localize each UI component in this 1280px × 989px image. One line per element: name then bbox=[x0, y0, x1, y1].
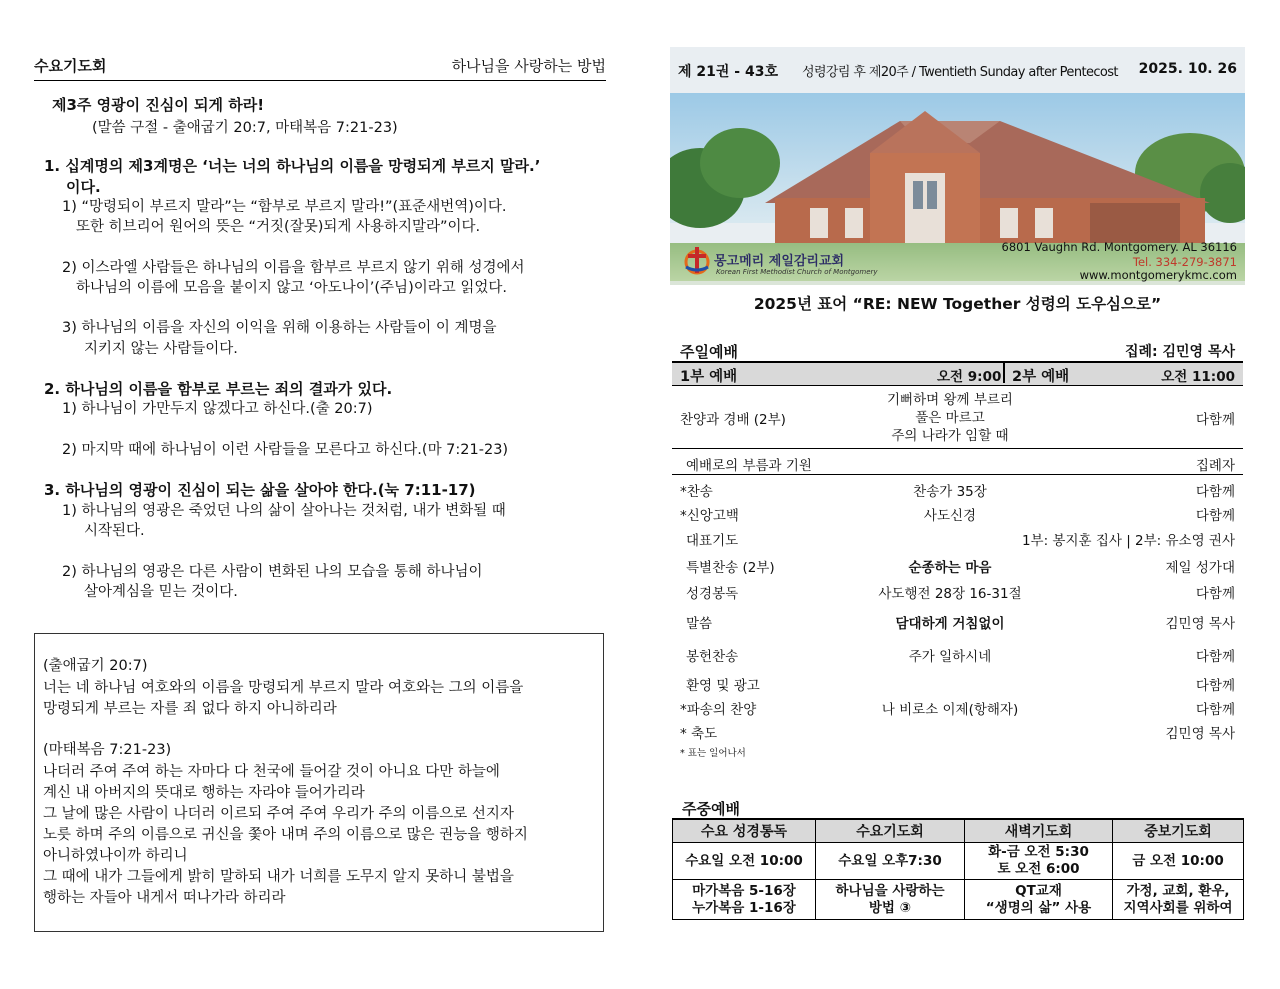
order-detail: 풀은 마르고 bbox=[915, 410, 985, 426]
order-detail: 기뻐하며 왕께 부르리 bbox=[887, 392, 1013, 408]
church-address: 6801 Vaughn Rd. Montgomery. AL 36116 bbox=[1001, 240, 1237, 254]
order-leader: 다함께 bbox=[1195, 484, 1235, 500]
year-motto: 2025년 표어 “RE: NEW Together 성령의 도우심으로” bbox=[753, 295, 1162, 313]
order-detail: 주가 일하시네 bbox=[908, 649, 992, 665]
order-item: 성경봉독 bbox=[686, 586, 739, 602]
weekday-worship-label: 주중예배 bbox=[682, 800, 740, 818]
order-item: * 축도 bbox=[680, 726, 718, 742]
cell-line: 방법 ③ bbox=[868, 899, 912, 916]
table-row bbox=[673, 880, 1244, 920]
bulletin-banner bbox=[670, 47, 1245, 285]
scripture-text: 망령되게 부르는 자를 죄 없다 하지 아니하리라 bbox=[43, 701, 337, 717]
order-leader: 1부: 봉지훈 집사 | 2부: 유소영 권사 bbox=[1021, 533, 1235, 549]
point-1-heading: 1. 십계명의 제3계명은 ‘너는 너의 하나님의 이름을 망령되게 부르지 말라.’ bbox=[44, 157, 541, 175]
cell-line: 하나님을 사랑하는 bbox=[835, 882, 945, 899]
left-header bbox=[34, 52, 606, 81]
church-logo-icon bbox=[682, 245, 712, 275]
service-1-time: 오전 9:00 bbox=[937, 369, 1002, 385]
column-header: 수요기도회 bbox=[816, 819, 965, 843]
order-item: 대표기도 bbox=[686, 533, 739, 549]
officiant: 집례: 김민영 목사 bbox=[1124, 344, 1235, 360]
sermon-title: 제3주 영광이 진심이 되게 하라! bbox=[52, 96, 265, 114]
point-3-1: 1) 하나님의 영광은 죽었던 나의 삶이 살아나는 것처럼, 내가 변화될 때 bbox=[62, 503, 506, 519]
order-leader: 김민영 목사 bbox=[1165, 726, 1235, 742]
scripture-ref-1: (출애굽기 20:7) bbox=[43, 658, 148, 674]
church-website: www.montgomerykmc.com bbox=[1079, 268, 1237, 282]
column-header: 수요 성경통독 bbox=[673, 819, 816, 843]
order-detail: 사도신경 bbox=[923, 508, 977, 524]
order-leader: 다함께 bbox=[1195, 678, 1235, 694]
table-cell: 수요일 오전 10:00 bbox=[673, 843, 816, 880]
church-name-kr: 몽고메리 제일감리교회 bbox=[714, 254, 845, 269]
order-detail: 순종하는 마음 bbox=[908, 560, 992, 576]
order-leader: 다함께 bbox=[1195, 508, 1235, 524]
left-page bbox=[34, 52, 606, 81]
scripture-ref-2: (마태복음 7:21-23) bbox=[43, 742, 172, 758]
bulletin-date: 2025. 10. 26 bbox=[1138, 61, 1237, 77]
order-item: 봉헌찬송 bbox=[686, 649, 739, 665]
scripture-text: 계신 내 아버지의 뜻대로 행하는 자라야 들어가리라 bbox=[43, 785, 365, 801]
standing-note: * 표는 일어나서 bbox=[680, 748, 746, 759]
banner-top bbox=[670, 47, 1245, 93]
order-detail: 찬송가 35장 bbox=[913, 484, 987, 500]
order-leader: 집례자 bbox=[1195, 458, 1235, 474]
order-leader: 다함께 bbox=[1195, 702, 1235, 718]
scripture-box bbox=[34, 633, 604, 932]
scripture-text: 그 날에 많은 사람이 나더러 이르되 주여 주여 우리가 주의 이름으로 선지자 bbox=[43, 806, 514, 822]
point-1-3: 3) 하나님의 이름을 자신의 이익을 위해 이용하는 사람들이 이 계명을 bbox=[62, 320, 497, 336]
point-3-1-cont: 시작된다. bbox=[84, 523, 145, 539]
column-header: 중보기도회 bbox=[1113, 819, 1244, 843]
table-cell bbox=[816, 880, 965, 920]
order-item: *파송의 찬양 bbox=[680, 702, 757, 718]
cell-line: 화-금 오전 5:30 bbox=[988, 844, 1089, 860]
point-1-2-cont: 하나님의 이름에 모음을 붙이지 않고 ‘아도나이’(주님)이라고 읽었다. bbox=[76, 280, 507, 296]
order-leader: 다함께 bbox=[1195, 586, 1235, 602]
cell-line: 토 오전 6:00 bbox=[997, 861, 1080, 877]
order-item: 특별찬송 (2부) bbox=[686, 560, 775, 576]
point-2-heading: 2. 하나님의 이름을 함부로 부르는 죄의 결과가 있다. bbox=[44, 380, 393, 398]
table-row bbox=[673, 843, 1244, 880]
order-row bbox=[680, 388, 1235, 448]
weekday-schedule-table bbox=[672, 818, 1244, 920]
table-cell bbox=[965, 843, 1113, 880]
cell-line: 가정, 교회, 환우, bbox=[1126, 882, 1230, 899]
table-header-row bbox=[673, 819, 1244, 843]
order-leader: 제일 성가대 bbox=[1165, 560, 1235, 576]
table-cell: 금 오전 10:00 bbox=[1113, 843, 1244, 880]
point-2-2: 2) 마지막 때에 하나님이 이런 사람들을 모른다고 하신다.(마 7:21-23) bbox=[62, 442, 509, 458]
service-2-time: 오전 11:00 bbox=[1161, 369, 1235, 385]
service-1-label: 1부 예배 bbox=[680, 369, 738, 385]
order-item: *신앙고백 bbox=[680, 508, 739, 524]
volume-number: 제 21권 - 43호 bbox=[678, 64, 778, 80]
scripture-text: 그 때에 내가 그들에게 밝히 말하되 내가 너희를 도무지 알지 못하니 불법을 bbox=[43, 869, 514, 885]
point-1-2: 2) 이스라엘 사람들은 하나님의 이름을 함부르 부르지 않기 위해 성경에서 bbox=[62, 260, 525, 276]
point-1-1: 1) “망령되이 부르지 말라”는 “함부로 부르지 말라!”(표준새번역)이다. bbox=[62, 199, 507, 215]
order-detail: 주의 나라가 임할 때 bbox=[891, 428, 1009, 444]
table-cell bbox=[965, 880, 1113, 920]
point-1-heading-cont: 이다. bbox=[66, 178, 101, 196]
cell-line: 지역사회를 위하여 bbox=[1123, 899, 1233, 916]
cell-line: QT교재 bbox=[1015, 882, 1062, 899]
point-1-3-cont: 지키지 않는 사람들이다. bbox=[84, 341, 238, 357]
order-leader: 김민영 목사 bbox=[1165, 616, 1235, 632]
sermon-title-bulletin: 담대하게 거침없이 bbox=[895, 616, 1005, 632]
scripture-text: 너는 네 하나님 여호와의 이름을 망령되게 부르지 말라 여호와는 그의 이름을 bbox=[43, 680, 524, 696]
scripture-text: 아니하였나이까 하리니 bbox=[43, 848, 188, 864]
column-header: 새벽기도회 bbox=[965, 819, 1113, 843]
cell-line: 마가복음 5-16장 bbox=[692, 882, 796, 899]
table-cell: 수요일 오후7:30 bbox=[816, 843, 965, 880]
order-item: 예배로의 부름과 기원 bbox=[686, 458, 812, 474]
sermon-reference: (말씀 구절 - 출애굽기 20:7, 마태복음 7:21-23) bbox=[92, 120, 398, 136]
scripture-text: 노릇 하며 주의 이름으로 귀신을 쫓아 내며 주의 이름으로 많은 권능을 행하지 bbox=[43, 827, 528, 843]
cell-line: “생명의 삶” 사용 bbox=[985, 899, 1092, 916]
point-3-2-cont: 살아계심을 믿는 것이다. bbox=[84, 584, 238, 600]
series-title: 하나님을 사랑하는 방법 bbox=[451, 57, 606, 75]
point-2-1: 1) 하나님이 가만두지 않겠다고 하신다.(출 20:7) bbox=[62, 401, 373, 417]
scripture-text: 나더러 주여 주여 하는 자마다 다 천국에 들어갈 것이 아니요 다만 하늘에 bbox=[43, 764, 500, 780]
order-item: 환영 및 광고 bbox=[686, 678, 760, 694]
section-title: 수요기도회 bbox=[34, 57, 107, 75]
order-detail: 사도행전 28장 16-31절 bbox=[878, 586, 1022, 602]
point-1-1-cont: 또한 히브리어 원어의 뜻은 “거짓(잘못)되게 사용하지말라”이다. bbox=[76, 219, 481, 235]
order-item: 찬양과 경배 (2부) bbox=[680, 412, 786, 428]
sunday-name: 성령강림 후 제20주 / Twentieth Sunday after Pentecost bbox=[802, 65, 1118, 80]
scripture-text: 행하는 자들아 내게서 떠나가라 하리라 bbox=[43, 890, 286, 906]
service-2-label: 2부 예배 bbox=[1012, 369, 1070, 385]
church-tel: Tel. 334-279-3871 bbox=[1132, 255, 1237, 269]
table-cell bbox=[1113, 880, 1244, 920]
table-cell bbox=[673, 880, 816, 920]
service-times-bar bbox=[672, 361, 1243, 386]
order-item: 말씀 bbox=[686, 616, 713, 632]
point-3-2: 2) 하나님의 영광은 다른 사람이 변화된 나의 모습을 통해 하나님이 bbox=[62, 564, 483, 580]
divider bbox=[672, 474, 1243, 475]
order-detail: 나 비로소 이제(항해자) bbox=[881, 702, 1019, 718]
order-leader: 다함께 bbox=[1195, 412, 1235, 428]
cell-line: 누가복음 1-16장 bbox=[692, 899, 796, 916]
church-name-en: Korean First Methodist Church of Montgomery bbox=[716, 268, 878, 276]
divider bbox=[672, 448, 1243, 449]
sunday-worship-label: 주일예배 bbox=[680, 343, 738, 361]
point-3-heading: 3. 하나님의 영광이 진심이 되는 삶을 살아야 한다.(눅 7:11-17) bbox=[44, 481, 476, 499]
order-leader: 다함께 bbox=[1195, 649, 1235, 665]
order-item: *찬송 bbox=[680, 484, 713, 500]
